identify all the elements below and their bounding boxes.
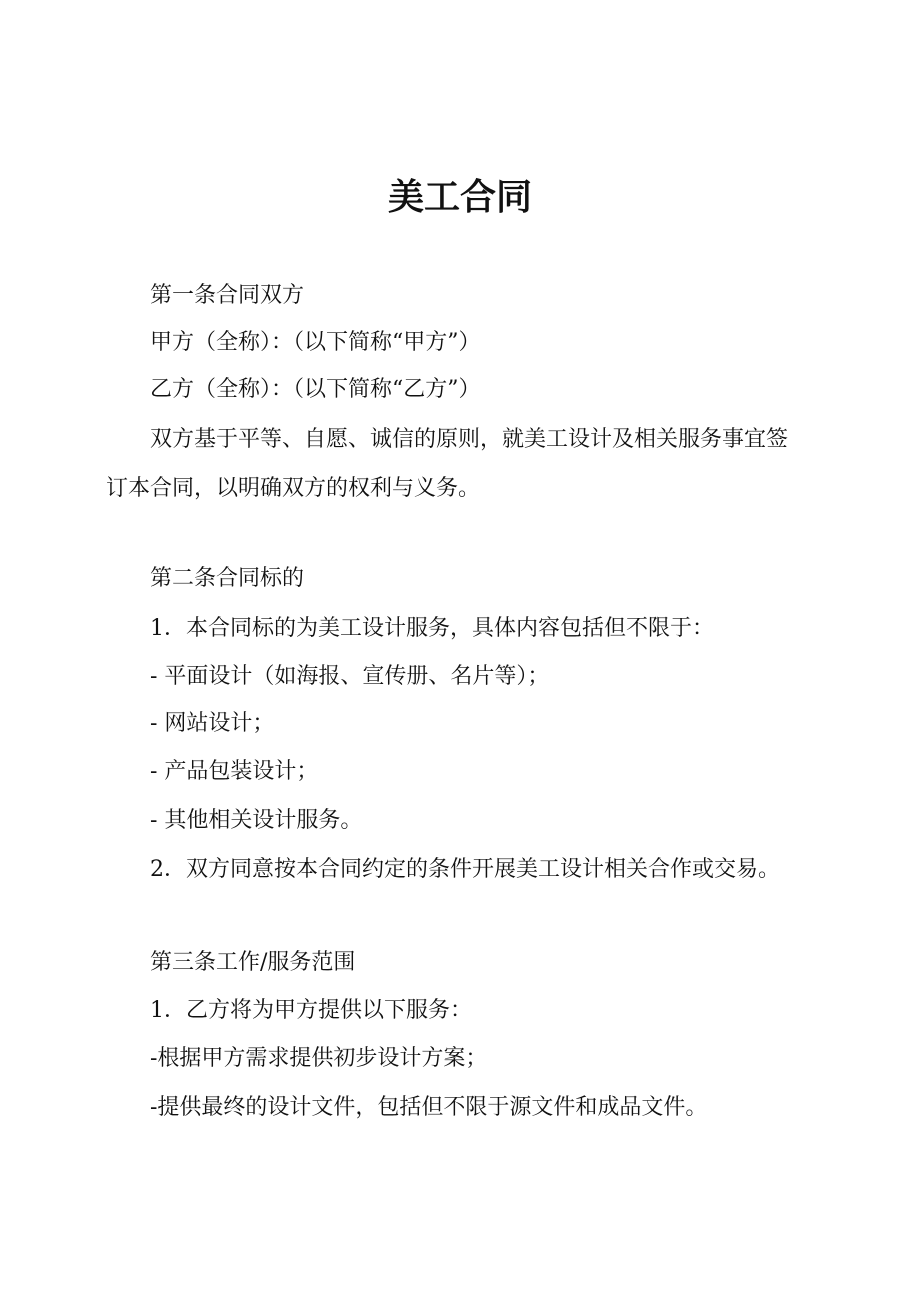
section-2-bullet-other-services: - 其他相关设计服务。	[150, 808, 363, 833]
section-2-bullet-packaging-design: - 产品包装设计；	[150, 759, 319, 784]
section-3-bullet-final-files: -提供最终的设计文件，包括但不限于源文件和成品文件。	[150, 1095, 708, 1120]
section-2-item-1: 1．本合同标的为美工设计服务，具体内容包括但不限于：	[150, 616, 714, 641]
section-2-heading: 第二条合同标的	[150, 566, 305, 591]
document-title: 美工合同	[387, 177, 532, 218]
section-1-heading: 第一条合同双方	[150, 283, 305, 308]
section-2-item-2: 2．双方同意按本合同约定的条件开展美工设计相关合作或交易。	[150, 857, 780, 882]
section-3-bullet-initial-proposal: -根据甲方需求提供初步设计方案；	[150, 1046, 488, 1071]
section-1-paragraph-line-1: 双方基于平等、自愿、诚信的原则，就美工设计及相关服务事宜签	[150, 427, 789, 452]
section-2-bullet-graphic-design: - 平面设计（如海报、宣传册、名片等）；	[150, 664, 550, 689]
section-1-paragraph-line-2: 订本合同，以明确双方的权利与义务。	[106, 476, 481, 501]
section-3-heading: 第三条工作/服务范围	[150, 950, 356, 975]
party-a-line: 甲方（全称）：（以下简称“甲方”）	[150, 330, 481, 355]
section-2-bullet-web-design: - 网站设计；	[150, 711, 275, 736]
party-b-line: 乙方（全称）：（以下简称“乙方”）	[150, 377, 481, 402]
section-3-item-1: 1．乙方将为甲方提供以下服务：	[150, 998, 472, 1023]
